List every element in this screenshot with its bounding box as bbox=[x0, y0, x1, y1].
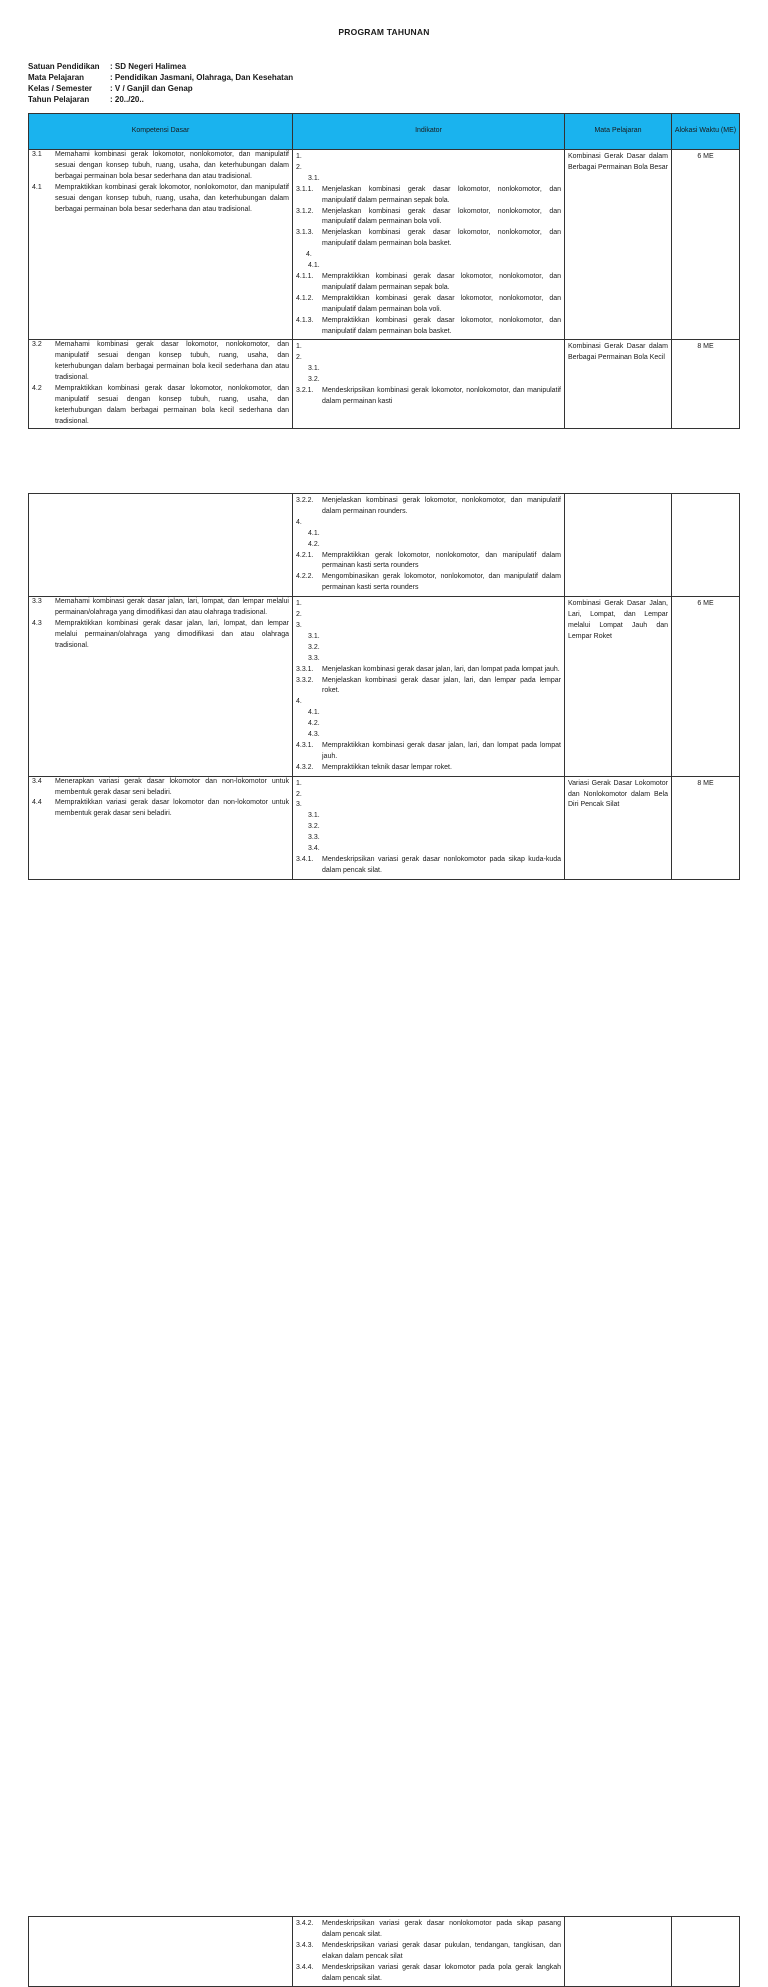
kd-text: Menerapkan variasi gerak dasar lokomotor dan non-lokomotor untuk membentuk gerak dasar seni beladiri. bbox=[55, 777, 289, 796]
indikator-item bbox=[296, 730, 561, 741]
kd-text: Memahami kombinasi gerak dasar jalan, lari, lompat, dan lempar melalui permainan/olahraga yang dimodifikasi dan atau olahraga tradisional. bbox=[55, 598, 289, 617]
indikator-item bbox=[296, 1919, 561, 1941]
indikator-item bbox=[296, 163, 561, 174]
indikator-item bbox=[296, 316, 561, 338]
indikator-number: 3.2.2. bbox=[296, 497, 314, 504]
indikator-item bbox=[296, 741, 561, 763]
indikator-number: 3.1.3. bbox=[296, 229, 314, 237]
mata-pelajaran-cell: Variasi Gerak Dasar Lokomotor dan Nonlokomotor dalam Bela Diri Pencak Silat bbox=[565, 776, 672, 879]
indikator-item bbox=[296, 779, 561, 790]
indikator-number: 2. bbox=[296, 611, 302, 619]
indikator-item bbox=[296, 708, 561, 719]
document-meta bbox=[28, 61, 293, 105]
indikator-number: 4.1.1. bbox=[296, 272, 314, 280]
indikator-item bbox=[296, 665, 561, 676]
indikator-item bbox=[296, 540, 561, 551]
indikator-number: 3.1. bbox=[308, 632, 320, 640]
indikator-number: 4. bbox=[296, 698, 302, 706]
kd-item bbox=[32, 597, 289, 619]
indikator-number: 4.1. bbox=[308, 529, 320, 537]
page-title: PROGRAM TAHUNAN bbox=[338, 27, 430, 37]
meta-tahun bbox=[28, 94, 293, 105]
indikator-number: 1. bbox=[296, 600, 302, 608]
alokasi-waktu-cell bbox=[672, 494, 740, 597]
indikator-text: Mendeskripsikan variasi gerak dasar nonlokomotor pada sikap kuda-kuda dalam pencak silat. bbox=[322, 856, 561, 874]
indikator-text: Mempraktikkan kombinasi gerak dasar lokomotor, nonlokomotor, dan manipulatif dalam permainan bola voli. bbox=[322, 294, 561, 313]
indikator-item bbox=[296, 1941, 561, 1963]
indikator-cell bbox=[293, 494, 565, 597]
indikator-number: 3.3.2. bbox=[296, 676, 314, 684]
indikator-item bbox=[296, 800, 561, 811]
indikator-item bbox=[296, 844, 561, 855]
kd-item bbox=[32, 183, 289, 216]
table-row bbox=[29, 1917, 740, 1987]
indikator-number: 3.1. bbox=[308, 174, 320, 182]
indikator-text: Menjelaskan kombinasi gerak dasar jalan, lari, dan lompat pada lompat jauh. bbox=[322, 665, 560, 673]
indikator-number: 4.3.1. bbox=[296, 741, 314, 749]
indikator-item bbox=[296, 632, 561, 643]
indikator-text: Menjelaskan kombinasi gerak dasar jalan, lari, dan lempar pada lempar roket. bbox=[322, 676, 561, 695]
indikator-item bbox=[296, 294, 561, 316]
kompetensi-dasar-cell bbox=[29, 597, 293, 777]
indikator-number: 4.1. bbox=[308, 262, 320, 270]
meta-label: Tahun Pelajaran bbox=[28, 95, 90, 104]
indikator-item bbox=[296, 185, 561, 207]
kd-number: 4.3 bbox=[32, 619, 42, 627]
alokasi-waktu-cell bbox=[672, 1917, 740, 1987]
indikator-number: 3.1. bbox=[308, 365, 320, 373]
indikator-number: 3.2.1. bbox=[296, 387, 314, 395]
indikator-number: 4. bbox=[306, 251, 312, 259]
indikator-number: 1. bbox=[296, 779, 302, 787]
indikator-number: 4.1.2. bbox=[296, 294, 314, 302]
indikator-text: Mempraktikkan kombinasi gerak dasar jalan, lari, dan lompat pada lompat jauh. bbox=[322, 741, 561, 760]
indikator-item bbox=[296, 790, 561, 801]
table-row bbox=[29, 597, 740, 777]
header-mata-pelajaran: Mata Pelajaran bbox=[565, 114, 672, 150]
indikator-item bbox=[296, 1963, 561, 1985]
kd-item bbox=[32, 384, 289, 428]
indikator-text: Mendeskripsikan variasi gerak dasar lokomotor pada pola gerak langkah dalam pencak silat. bbox=[322, 1963, 561, 1982]
indikator-item bbox=[296, 610, 561, 621]
kd-number: 3.4 bbox=[32, 777, 42, 785]
indikator-number: 3.3.1. bbox=[296, 665, 314, 673]
kd-number: 4.1 bbox=[32, 183, 42, 191]
indikator-number: 4.3. bbox=[308, 731, 320, 739]
indikator-number: 4.2.2. bbox=[296, 573, 314, 581]
indikator-item bbox=[296, 676, 561, 698]
kompetensi-dasar-cell bbox=[29, 150, 293, 340]
indikator-cell bbox=[293, 340, 565, 428]
indikator-item bbox=[296, 599, 561, 610]
indikator-number: 3.3. bbox=[308, 834, 320, 842]
program-table-page-2 bbox=[28, 493, 740, 880]
kompetensi-dasar-cell bbox=[29, 494, 293, 597]
kd-number: 4.4 bbox=[32, 799, 42, 807]
alokasi-waktu-cell: 8 ME bbox=[672, 340, 740, 428]
indikator-item bbox=[296, 342, 561, 353]
indikator-cell bbox=[293, 150, 565, 340]
header-kompetensi-dasar: Kompetensi Dasar bbox=[29, 114, 293, 150]
indikator-item bbox=[296, 496, 561, 518]
indikator-number: 3.1.2. bbox=[296, 207, 314, 215]
indikator-number: 2. bbox=[296, 354, 302, 362]
kd-number: 3.2 bbox=[32, 341, 42, 349]
indikator-item bbox=[296, 855, 561, 877]
meta-satuan bbox=[28, 61, 293, 72]
indikator-cell bbox=[293, 776, 565, 879]
indikator-item bbox=[296, 551, 561, 573]
table-header-row bbox=[29, 114, 740, 150]
mata-pelajaran-cell: Kombinasi Gerak Dasar Jalan, Lari, Lompat, dan Lempar melalui Lompat Jauh dan Lempar Roket bbox=[565, 597, 672, 777]
meta-label: Satuan Pendidikan bbox=[28, 62, 100, 71]
indikator-number: 2. bbox=[296, 790, 302, 798]
indikator-number: 4.1.3. bbox=[296, 316, 314, 324]
indikator-item bbox=[296, 375, 561, 386]
indikator-number: 4.2. bbox=[308, 720, 320, 728]
indikator-item bbox=[296, 811, 561, 822]
indikator-number: 3.2. bbox=[308, 376, 320, 384]
indikator-text: Mempraktikkan teknik dasar lempar roket. bbox=[322, 763, 452, 771]
kd-number: 4.2 bbox=[32, 385, 42, 393]
meta-value: : SD Negeri Halimea bbox=[110, 62, 187, 71]
header-indikator: Indikator bbox=[293, 114, 565, 150]
mata-pelajaran-cell bbox=[565, 494, 672, 597]
mata-pelajaran-cell bbox=[565, 1917, 672, 1987]
indikator-item bbox=[296, 353, 561, 364]
indikator-cell bbox=[293, 1917, 565, 1987]
indikator-number: 3.2. bbox=[308, 643, 320, 651]
alokasi-waktu-cell: 6 ME bbox=[672, 150, 740, 340]
table-row bbox=[29, 494, 740, 597]
indikator-item bbox=[296, 174, 561, 185]
kd-number: 3.1 bbox=[32, 151, 42, 158]
meta-label: Mata Pelajaran bbox=[28, 73, 85, 82]
meta-value: : 20../20.. bbox=[110, 95, 144, 104]
indikator-item bbox=[296, 152, 561, 163]
indikator-item bbox=[296, 518, 561, 529]
indikator-item bbox=[296, 822, 561, 833]
indikator-number: 4.1. bbox=[308, 709, 320, 717]
kd-item bbox=[32, 150, 289, 183]
alokasi-waktu-cell: 6 ME bbox=[672, 597, 740, 777]
indikator-item bbox=[296, 763, 561, 774]
indikator-item bbox=[296, 643, 561, 654]
kd-item bbox=[32, 798, 289, 820]
indikator-item bbox=[296, 529, 561, 540]
kd-text: Memahami kombinasi gerak lokomotor, nonlokomotor, dan manipulatif sesuai dengan konsep tubuh, ruang, usaha, dan keterhubungan dalam berbagai permainan bola besar sederhana dan atau tradisional. bbox=[55, 151, 289, 180]
meta-value: : V / Ganjil dan Genap bbox=[110, 84, 193, 93]
table-row bbox=[29, 776, 740, 879]
indikator-text: Mendeskripsikan variasi gerak dasar nonlokomotor pada sikap pasang dalam pencak silat. bbox=[322, 1920, 561, 1938]
indikator-item bbox=[296, 654, 561, 665]
indikator-text: Mempraktikkan gerak lokomotor, nonlokomotor, dan manipulatif dalam permainan kasti serta rounders bbox=[322, 551, 561, 570]
mata-pelajaran-cell: Kombinasi Gerak Dasar dalam Berbagai Permainan Bola Besar bbox=[565, 150, 672, 340]
indikator-number: 3.1.1. bbox=[296, 185, 314, 193]
indikator-text: Menjelaskan kombinasi gerak dasar lokomotor, nonlokomotor, dan manipulatif dalam permainan sepak bola. bbox=[322, 185, 561, 204]
program-table-page-3 bbox=[28, 1916, 740, 1987]
indikator-number: 4.2.1. bbox=[296, 551, 314, 559]
meta-value: : Pendidikan Jasmani, Olahraga, Dan Kesehatan bbox=[110, 73, 294, 82]
kd-item bbox=[32, 340, 289, 384]
kd-text: Mempraktikkan kombinasi gerak dasar jalan, lari, lompat, dan lempar melalui permainan/olahraga yang dimodifikasi dan atau olahraga tradisional. bbox=[55, 619, 289, 649]
indikator-number: 3.4.2. bbox=[296, 1920, 314, 1927]
indikator-number: 3.4. bbox=[308, 845, 320, 853]
indikator-item bbox=[296, 272, 561, 294]
meta-kelas bbox=[28, 83, 293, 94]
indikator-number: 3.2. bbox=[308, 823, 320, 831]
indikator-text: Mempraktikkan kombinasi gerak dasar lokomotor, nonlokomotor, dan manipulatif dalam permainan sepak bola. bbox=[322, 272, 561, 291]
indikator-item bbox=[296, 572, 561, 594]
kd-item bbox=[32, 777, 289, 799]
indikator-number: 3.4.4. bbox=[296, 1963, 314, 1971]
kd-text: Mempraktikkan kombinasi gerak dasar lokomotor, nonlokomotor, dan manipulatif sesuai dengan konsep tubuh, ruang, usaha, dan keterhubungan dalam berbagai permainan bola kecil sederhana dan tradisional. bbox=[55, 385, 289, 425]
indikator-item bbox=[296, 697, 561, 708]
indikator-number: 3.4.1. bbox=[296, 856, 314, 863]
indikator-number: 3.3. bbox=[308, 654, 320, 662]
indikator-number: 3.4.3. bbox=[296, 1941, 314, 1949]
indikator-number: 4.3.2. bbox=[296, 763, 314, 771]
indikator-item bbox=[296, 719, 561, 730]
page-3-clip bbox=[0, 958, 768, 1982]
kd-text: Mempraktikkan kombinasi gerak lokomotor, nonlokomotor, dan manipulatif sesuai dengan konsep tubuh, ruang, usaha, dan keterhubungan dalam berbagai permainan bola besar sederhana dan atau tradisional. bbox=[55, 183, 289, 213]
kd-text: Mempraktikkan variasi gerak dasar lokomotor dan non-lokomotor untuk membentuk gerak dasar seni beladiri. bbox=[55, 799, 289, 818]
indikator-text: Menjelaskan kombinasi gerak dasar lokomotor, nonlokomotor, dan manipulatif dalam permainan bola voli. bbox=[322, 207, 561, 226]
meta-label: Kelas / Semester bbox=[28, 84, 93, 93]
indikator-item bbox=[296, 833, 561, 844]
indikator-item bbox=[296, 250, 561, 261]
indikator-item bbox=[296, 621, 561, 632]
meta-mapel bbox=[28, 72, 293, 83]
indikator-number: 4. bbox=[296, 518, 302, 526]
kompetensi-dasar-cell bbox=[29, 340, 293, 428]
indikator-item bbox=[296, 207, 561, 229]
indikator-item bbox=[296, 261, 561, 272]
indikator-text: Menjelaskan kombinasi gerak lokomotor, nonlokomotor, dan manipulatif dalam permainan rounders. bbox=[322, 497, 561, 515]
indikator-text: Mempraktikkan kombinasi gerak dasar lokomotor, nonlokomotor, dan manipulatif dalam permainan bola basket. bbox=[322, 316, 561, 335]
indikator-cell bbox=[293, 597, 565, 777]
indikator-number: 1. bbox=[296, 343, 302, 351]
indikator-number: 3. bbox=[296, 801, 302, 809]
program-table-page-1 bbox=[28, 113, 740, 429]
indikator-number: 1. bbox=[296, 153, 302, 160]
kd-text: Memahami kombinasi gerak dasar lokomotor, nonlokomotor, dan manipulatif sesuai dengan konsep tubuh, ruang, usaha, dan keterhubungan dalam berbagai permainan bola kecil sederhana dan atau tradisional. bbox=[55, 341, 289, 382]
indikator-item bbox=[296, 386, 561, 408]
indikator-number: 3.1. bbox=[308, 812, 320, 820]
indikator-text: Mengombinasikan gerak lokomotor, nonlokomotor, dan manipulatif dalam permainan kasti serta rounders bbox=[322, 573, 561, 592]
indikator-item bbox=[296, 364, 561, 375]
alokasi-waktu-cell: 8 ME bbox=[672, 776, 740, 879]
indikator-text: Mendeskripsikan variasi gerak dasar pukulan, tendangan, tangkisan, dan elakan dalam pencak silat bbox=[322, 1941, 561, 1960]
mata-pelajaran-cell: Kombinasi Gerak Dasar dalam Berbagai Permainan Bola Kecil bbox=[565, 340, 672, 428]
indikator-number: 2. bbox=[296, 163, 302, 171]
indikator-text: Menjelaskan kombinasi gerak dasar lokomotor, nonlokomotor, dan manipulatif dalam permainan bola basket. bbox=[322, 229, 561, 248]
kd-number: 3.3 bbox=[32, 598, 42, 606]
table-row bbox=[29, 150, 740, 340]
table-row bbox=[29, 340, 740, 428]
indikator-text: Mendeskripsikan kombinasi gerak lokomotor, nonlokomotor, dan manipulatif dalam permainan kasti bbox=[322, 387, 561, 405]
kd-item bbox=[32, 619, 289, 652]
header-alokasi-waktu: Alokasi Waktu (ME) bbox=[672, 114, 740, 150]
kompetensi-dasar-cell bbox=[29, 776, 293, 879]
indikator-item bbox=[296, 228, 561, 250]
kompetensi-dasar-cell bbox=[29, 1917, 293, 1987]
indikator-number: 3. bbox=[296, 621, 302, 629]
indikator-number: 4.2. bbox=[308, 540, 320, 548]
